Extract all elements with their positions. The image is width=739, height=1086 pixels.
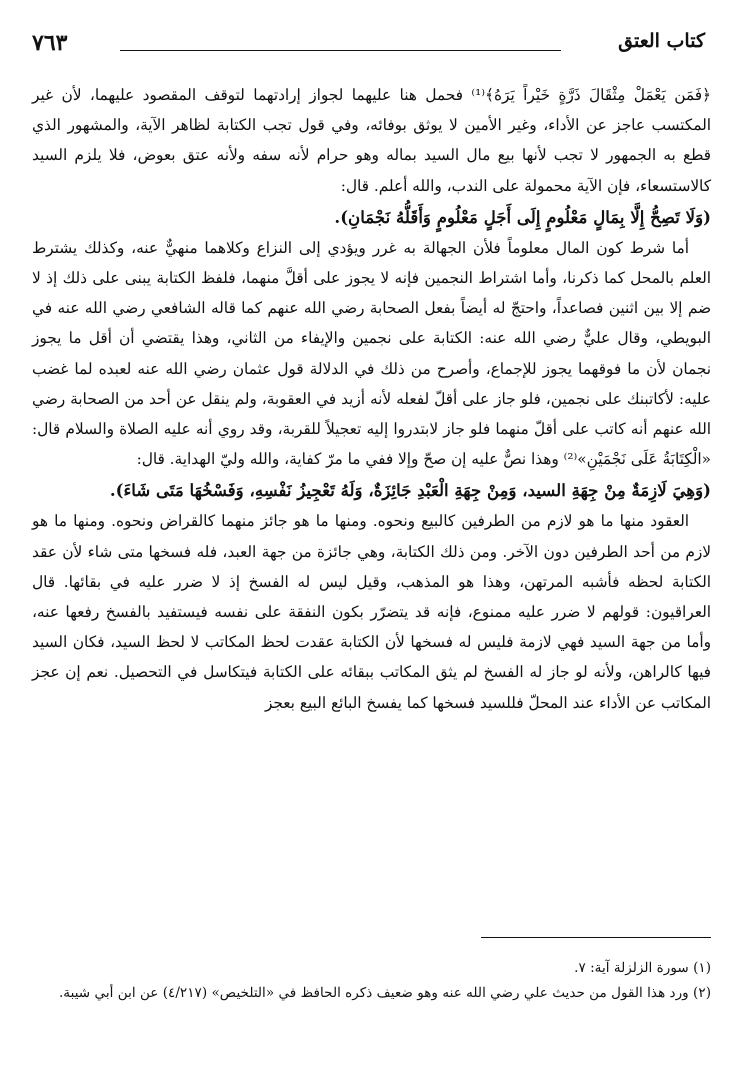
footnotes <box>32 956 711 1006</box>
page-number: ٧٦٣ <box>32 30 68 56</box>
commentary-paragraph-1: ﴿فَمَن يَعْمَلْ مِثْقَالَ ذَرَّةٍ خَيْراً يَرَهُ﴾⁽¹⁾ فحمل هنا عليهما لجواز إرادتهما لتوقف المقصود عليهما، لأن غير المكتسب عاجز عن الأداء، وغير الأمين لا يوثق بوفائه، وفي قول تجب الكتابة لظاهر الآية، والمشهور الذي قطع به الجمهور لا تجب لأنها بيع مال السيد بماله وهو حرام لأنه سفه ولأنه عتق بعوض، فلا يلزم السيد كالاستسعاء، فإن الآية محمولة على الندب، والله أعلم. قال: <box>32 86 711 195</box>
footnote-2: (٢) ورد هذا القول من حديث علي رضي الله عنه وهو ضعيف ذكره الحافظ في «التلخيص» (٤/٢١٧) عن ابن أبي شيبة. <box>58 985 711 1001</box>
footnote-rule <box>481 937 711 938</box>
book-title: كتاب العتق <box>618 30 705 52</box>
matn-text-1: (وَلَا تَصِحُّ إِلَّا بِمَالٍ مَعْلُومٍ إِلَى أَجَلٍ مَعْلُومٍ وَأَقَلُّهُ نَجْمَانِ). <box>334 206 711 227</box>
commentary-paragraph-3: العقود منها ما هو لازم من الطرفين كالبيع ونحوه. ومنها ما هو جائز منهما كالقراض ونحوه. ومنها ما هو لازم من أحد الطرفين دون الآخر. ومن ذلك الكتابة، وهي جائزة من جهة العبد، فله فسخها متى شاء لأن عقد الكتابة لحظه فأشبه المرتهن، وهذا هو المذهب، وقيل ليس له الفسخ إذ لا ضرر عليه في بقائها. قال العراقيون: قولهم لا ضرر عليه ممنوع، فإنه قد يتضرّر بكون النفقة على نفسه فيستفيد بالفسخ رفعها عنه، وأما من جهة السيد فهي لازمة فليس له فسخها لأن الكتابة عقدت لحظ المكاتب لا لحظ السيد، فكان السيد فيها كالراهن، ولأنه لو جاز له الفسخ لم يثق المكاتب ببقائه على الكتابة فيتكاسل في التحصيل. نعم إن عجز المكاتب عن الأداء عند المحلّ فللسيد فسخها كما يفسخ البائع البيع بعجز <box>32 512 711 712</box>
footnote-1: (١) سورة الزلزلة آية: ٧. <box>574 960 711 976</box>
page-header <box>28 26 711 62</box>
matn-text-2: (وَهِيَ لَازِمَةٌ مِنْ جِهَةِ السيد، وَمِنْ جِهَةِ الْعَبْدِ جَائِزَةٌ، وَلَهُ تَعْجِيزُ نَفْسِهِ، وَفَسْخُهَا مَتَى شَاءَ). <box>109 480 711 501</box>
commentary-paragraph-2: أما شرط كون المال معلوماً فلأن الجهالة به غرر ويؤدي إلى النزاع وكلاهما منهيٌّ عنه، وكذلك يشترط العلم بالمحل كما ذكرنا، وأما اشتراط النجمين فإنه لا يجوز على أقلَّ منهما، فلفظ الكتابة يبنى على ذلك إذ لا ضم إلا بين اثنين فصاعداً، واحتجّ له أيضاً بفعل الصحابة رضي الله عنهم كما قاله الشافعي رضي الله عنه في البويطي، وقال عليٌّ رضي الله عنه: الكتابة على نجمين والإيفاء من الثاني، وهذا يقتضي أن أقل ما يجوز نجمان لأن ما فوقهما يجوز للإجماع، وأصرح من ذلك في الدلالة قول عثمان رضي الله عنه لعبده لما غضب عليه: لأكاتبنك على نجمين، فلو جاز على أقلّ لفعله لأنه أزيد في العقوبة، ولم ينقل عن أحد من الصحابة رضي الله عنهم أنه كاتب على أقلّ منهما فلو جاز لابتدروا إليه تعجيلاً للقربة، وقد روي أنه عليه الصلاة والسلام قال: «الْكِتَابَةُ عَلَى نَجْمَيْنِ»⁽²⁾ وهذا نصٌّ عليه إن صحّ وإلا ففي ما مرّ كفاية، والله وليّ الهداية. قال: <box>32 238 711 469</box>
main-text <box>32 80 711 718</box>
header-rule <box>120 50 561 51</box>
